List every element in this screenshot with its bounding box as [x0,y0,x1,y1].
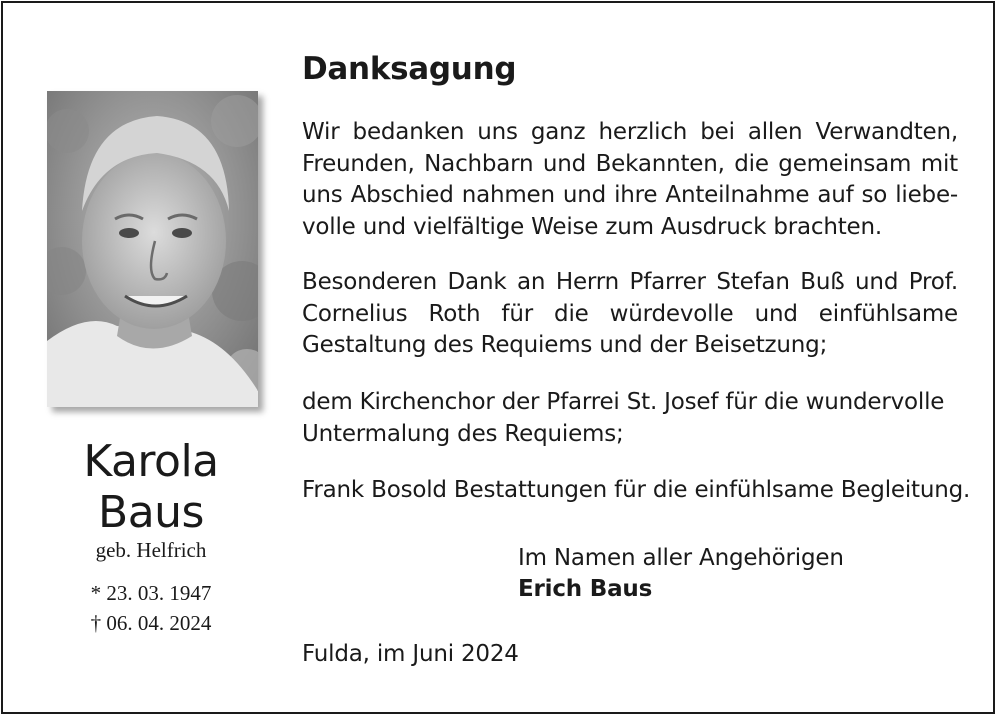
portrait-photo [47,91,258,407]
signature-intro: Im Namen aller Angehörigen [518,545,844,571]
paragraph-line: Frank Bosold Bestattungen für die einfühlsame Begleitung. [302,477,971,503]
paragraph-line: Gestaltung des Requiems und der Beisetzung; [302,332,828,358]
paragraph-choir [302,387,958,450]
paragraph-line: Freunden, Nachbarn und Bekannten, die gemeinsam mit [302,150,958,177]
paragraph-line: Besonderen Dank an Herrn Pfarrer Stefan Buß und Prof. [302,269,958,295]
deceased-first-name: Karola [83,436,219,487]
paragraph-thanks [302,117,958,243]
paragraph-line: Untermalung des Requiems; [302,420,624,447]
birth-date: * 23. 03. 1947 [90,581,212,605]
paragraph-line: Cornelius Roth für die würdevolle und einfühlsame [302,300,958,327]
death-date: † 06. 04. 2024 [90,611,212,635]
paragraph-line: volle und vielfältige Weise zum Ausdruck brachten. [302,213,882,240]
paragraph-line: uns Abschied nahmen und ihre Anteilnahme auf so liebe- [302,182,958,208]
paragraph-special-thanks [302,267,958,362]
born-name: geb. Helfrich [95,538,207,562]
notice-title: Danksagung [302,51,517,87]
place-date: Fulda, im Juni 2024 [302,641,519,667]
signature-name: Erich Baus [518,576,653,602]
deceased-last-name: Baus [98,487,204,538]
paragraph-line: dem Kirchenchor der Pfarrei St. Josef für die wundervolle [302,389,945,415]
paragraph-funeral-home [302,475,971,507]
paragraph-line: Wir bedanken uns ganz herzlich bei allen Verwandten, [302,119,958,145]
